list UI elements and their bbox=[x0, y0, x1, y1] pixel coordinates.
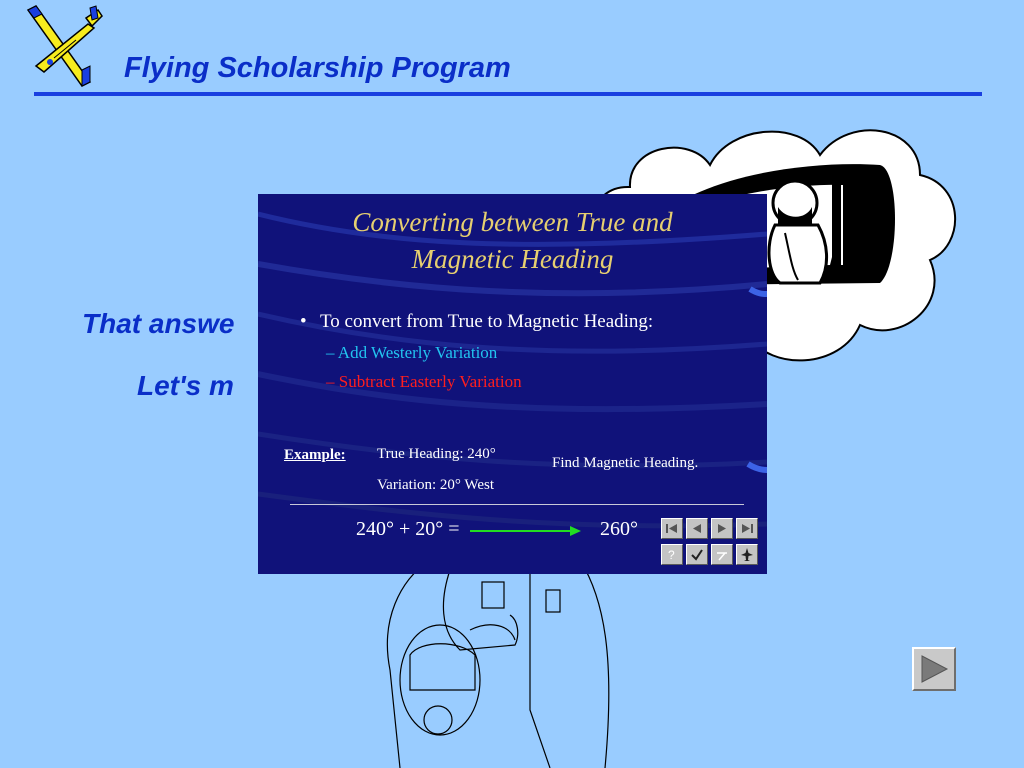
svg-text:?: ? bbox=[668, 548, 675, 562]
next-step-text: Let's m bbox=[137, 370, 234, 401]
first-icon bbox=[664, 521, 680, 536]
airplane-button[interactable] bbox=[736, 544, 758, 565]
pilot-illustration bbox=[380, 560, 620, 768]
next-slide-button[interactable] bbox=[912, 647, 956, 691]
slide-title-line1: Converting between True and bbox=[352, 207, 673, 237]
airplane-logo-icon bbox=[26, 4, 108, 88]
sub-bullet-westerly: – Add Westerly Variation bbox=[326, 343, 498, 362]
last-slide-button[interactable] bbox=[736, 518, 758, 539]
check-button[interactable] bbox=[686, 544, 708, 565]
pen-button[interactable] bbox=[711, 544, 733, 565]
embedded-slide bbox=[258, 194, 767, 574]
variation-text: Variation: 20° West bbox=[377, 477, 494, 493]
previous-icon bbox=[689, 521, 705, 536]
find-magnetic-heading-text: Find Magnetic Heading. bbox=[552, 455, 699, 471]
pen-icon bbox=[714, 547, 730, 562]
last-icon bbox=[739, 521, 755, 536]
page-title: Flying Scholarship Program bbox=[124, 52, 511, 84]
bullet-dot: • bbox=[300, 311, 307, 332]
slide-divider bbox=[290, 504, 744, 505]
slide-nav-controls bbox=[661, 518, 761, 568]
slide-title bbox=[258, 204, 767, 278]
next-slide-small-button[interactable] bbox=[711, 518, 733, 539]
sub-bullet-easterly: – Subtract Easterly Variation bbox=[326, 372, 522, 391]
check-icon bbox=[689, 547, 705, 562]
answer-text: That answe bbox=[82, 308, 235, 339]
play-right-icon bbox=[919, 654, 949, 684]
main-bullet bbox=[300, 311, 653, 333]
help-icon bbox=[664, 547, 680, 562]
airplane-icon bbox=[739, 547, 755, 562]
example-label: Example: bbox=[284, 447, 346, 463]
green-arrow-icon bbox=[470, 525, 582, 537]
first-slide-button[interactable] bbox=[661, 518, 683, 539]
header-divider bbox=[34, 92, 982, 96]
previous-slide-button[interactable] bbox=[686, 518, 708, 539]
true-heading-text: True Heading: 240° bbox=[377, 446, 496, 462]
next-icon bbox=[714, 521, 730, 536]
main-bullet-text: To convert from True to Magnetic Heading: bbox=[320, 311, 654, 332]
calculation-text: 240° + 20° = bbox=[356, 518, 460, 540]
result-text: 260° bbox=[600, 518, 638, 540]
help-button[interactable] bbox=[661, 544, 683, 565]
slide-title-line2: Magnetic Heading bbox=[411, 244, 614, 274]
